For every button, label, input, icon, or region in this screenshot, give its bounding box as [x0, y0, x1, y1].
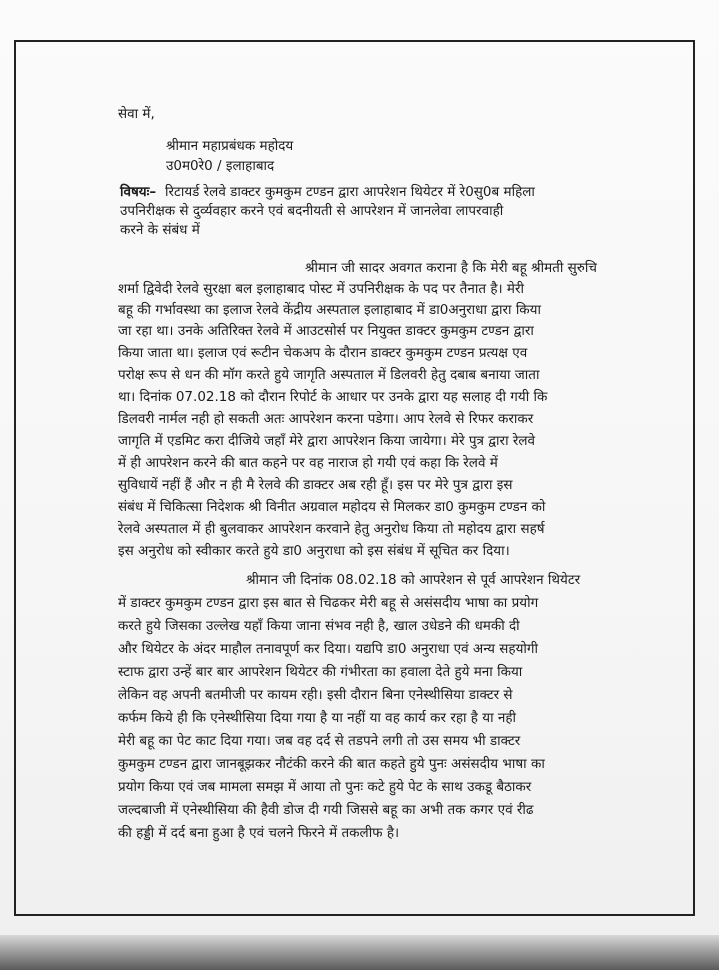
paragraph-line: रेलवे अस्पताल में ही बुलवाकर आपरेशन करवाने हेतु अनुरोध किया तो महोदय द्वारा सहर्ष [118, 521, 545, 537]
paragraph-line: जागृति में एडमिट करा दीजिये जहाँ मेरे द्वारा आपरेशन किया जायेगा। मेरे पुत्र द्वारा रेलवे [118, 433, 536, 449]
paragraph-line: कर्फम किये ही कि एनेस्थीसिया दिया गया है या नहीं या वह कार्य कर रहा है या नही [118, 710, 517, 726]
paragraph-line: और थियेटर के अंदर माहौल तनावपूर्ण कर दिया। यद्यपि डा0 अनुराधा एवं अन्य सहयोगी [118, 641, 539, 657]
paragraph-line: प्रयोग किया एवं जब मामला समझ में आया तो पुनः कटे हुये पेट के साथ उकडू बैठाकर [118, 779, 532, 795]
recipient-address: उ0म0रे0 / इलाहाबाद [166, 158, 275, 174]
paragraph-line: श्रीमान जी दिनांक 08.02.18 को आपरेशन से पूर्व आपरेशन थियेटर [246, 572, 581, 588]
paragraph-line: करते हुये जिसका उल्लेख यहाँ किया जाना संभव नही है, खाल उधेडने की धमकी दी [118, 618, 520, 634]
paragraph-line: डिलवरी नार्मल नही हो सकती अतः आपरेशन करना पडेगा। आप रेलवे से रिफर कराकर [118, 411, 534, 427]
paragraph-line: किया जाता था। इलाज एवं रूटीन चेकअप के दौरान डाक्टर कुमकुम टण्डन प्रत्यक्ष एव [118, 345, 528, 361]
paragraph-line: कुमकुम टण्डन द्वारा जानबूझकर नौटंकी करने की बात कहते हुये पुनः असंसदीय भाषा का [118, 756, 545, 772]
paragraph-line: जा रहा था। उनके अतिरिक्त रेलवे में आउटसोर्स पर नियुक्त डाक्टर कुमकुम टण्डन द्वारा [118, 323, 534, 339]
paragraph-line: सुविधायें नहीं हैं और न ही मै रेलवे की डाक्टर अब रही हूँ। इस पर मेरे पुत्र द्वारा इस [118, 477, 513, 493]
paragraph-line: स्टाफ द्वारा उन्हें बार बार आपरेशन थियेटर की गंभीरता का हवाला देते हुये मना किया [118, 664, 523, 680]
page-shadow [0, 935, 719, 970]
paragraph-line: जल्दबाजी में एनेस्थीसिया की हैवी डोज दी गयी जिससे बहू का अभी तक कगर एवं रीढ [118, 802, 534, 818]
paragraph-line: की हड्डी में दर्द बना हुआ है एवं चलने फिरने में तकलीफ है। [118, 825, 400, 841]
subject-label: विषयः– [120, 184, 157, 200]
paragraph-line: था। दिनांक 07.02.18 को दौरान रिपोर्ट के आधार पर उनके द्वारा यह सलाह दी गयी कि [118, 389, 548, 405]
paragraph-line: श्रीमान जी सादर अवगत कराना है कि मेरी बहू श्रीमती सुरुचि [305, 260, 597, 276]
salutation: सेवा में, [118, 106, 155, 122]
paragraph-line: इस अनुरोध को स्वीकार करते हुये डा0 अनुराधा को इस संबंध में सूचित कर दिया। [118, 543, 510, 559]
paragraph-line: मेरी बहू का पेट काट दिया गया। जब वह दर्द से तडपने लगी तो उस समय भी डाक्टर [118, 733, 521, 749]
subject-line: करने के संबंध में [120, 222, 200, 238]
paragraph-line: में डाक्टर कुमकुम टण्डन द्वारा इस बात से चिढकर मेरी बहू से असंसदीय भाषा का प्रयोग [118, 595, 539, 611]
recipient-title: श्रीमान महाप्रबंधक महोदय [166, 138, 294, 154]
subject-line: रिटायर्ड रेलवे डाक्टर कुमकुम टण्डन द्वारा आपरेशन थियेटर में रे0सु0ब महिला [165, 184, 535, 200]
paragraph-line: लेकिन वह अपनी बतमीजी पर कायम रही। इसी दौरान बिना एनेस्थीसिया डाक्टर से [118, 687, 513, 703]
subject-line: उपनिरीक्षक से दुर्व्यवहार करने एवं बदनीयती से आपरेशन में जानलेवा लापरवाही [120, 203, 504, 219]
paragraph-line: बहू की गर्भावस्था का इलाज रेलवे केंद्रीय अस्पताल इलाहाबाद में डा0अनुराधा द्वारा किया [118, 302, 542, 318]
paragraph-line: संबंध में चिकित्सा निदेशक श्री विनीत अग्रवाल महोदय से मिलकर डा0 कुमकुम टण्डन को [118, 499, 546, 515]
paragraph-line: परोक्ष रूप से धन की मॉग करते हुये जागृति अस्पताल में डिलवरी हेतु दबाब बनाया जाता [118, 367, 540, 383]
paragraph-line: शर्मा द्विवेदी रेलवे सुरक्षा बल इलाहाबाद पोस्ट में उपनिरीक्षक के पद पर तैनात है। मेरी [118, 281, 525, 297]
paragraph-line: में ही आपरेशन करने की बात कहने पर वह नाराज हो गयी एवं कहा कि रेलवे में [118, 455, 498, 471]
